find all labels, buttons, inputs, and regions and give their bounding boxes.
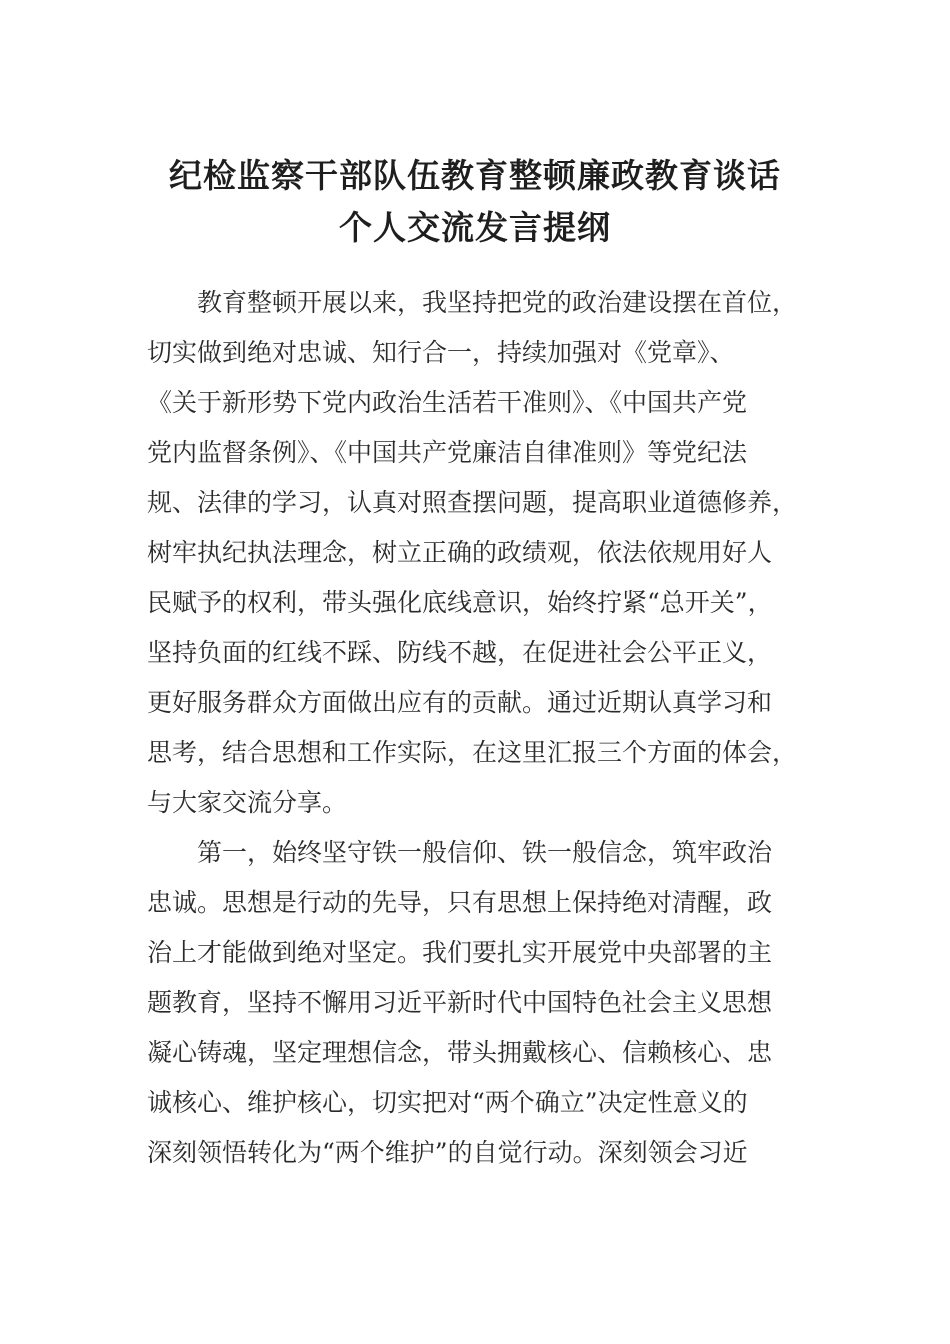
- title-line-1: 纪检监察干部队伍教育整顿廉政教育谈话: [169, 156, 781, 195]
- text-line: 党内监督条例》、《中国共产党廉洁自律准则》等党纪法: [147, 438, 748, 467]
- text-line: 树牢执纪执法理念，树立正确的政绩观，依法依规用好人: [147, 538, 773, 567]
- text-line: 治上才能做到绝对坚定。我们要扎实开展党中央部署的主: [147, 938, 773, 967]
- paragraph-first-point: [147, 828, 807, 1178]
- title-line-2: 个人交流发言提纲: [339, 208, 611, 247]
- text-line: 深刻领悟转化为“两个维护”的自觉行动。深刻领会习近: [147, 1138, 748, 1167]
- text-line: 忠诚。思想是行动的先导，只有思想上保持绝对清醒，政: [147, 888, 773, 917]
- text-line: 规、法律的学习，认真对照查摆问题，提高职业道德修养，: [147, 488, 798, 517]
- text-line: 思考，结合思想和工作实际，在这里汇报三个方面的体会，: [147, 738, 798, 767]
- text-line: 教育整顿开展以来，我坚持把党的政治建设摆在首位，: [197, 288, 798, 317]
- text-line: 凝心铸魂，坚定理想信念，带头拥戴核心、信赖核心、忠: [147, 1038, 773, 1067]
- text-line: 题教育，坚持不懈用习近平新时代中国特色社会主义思想: [147, 988, 773, 1017]
- document-title: [0, 150, 950, 254]
- text-line: 切实做到绝对忠诚、知行合一，持续加强对《党章》、: [147, 338, 735, 367]
- text-line: 坚持负面的红线不踩、防线不越，在促进社会公平正义，: [147, 638, 773, 667]
- text-line: 更好服务群众方面做出应有的贡献。通过近期认真学习和: [147, 688, 773, 717]
- document-body: [147, 278, 807, 1178]
- text-line: 民赋予的权利，带头强化底线意识，始终拧紧“总开关”，: [147, 588, 773, 617]
- text-line: 与大家交流分享。: [147, 788, 348, 817]
- paragraph-intro: [147, 278, 807, 828]
- text-line: 诚核心、维护核心，切实把对“两个确立”决定性意义的: [147, 1088, 748, 1117]
- text-line: 《关于新形势下党内政治生活若干准则》、《中国共产党: [147, 388, 748, 417]
- text-line: 第一，始终坚守铁一般信仰、铁一般信念，筑牢政治: [197, 838, 773, 867]
